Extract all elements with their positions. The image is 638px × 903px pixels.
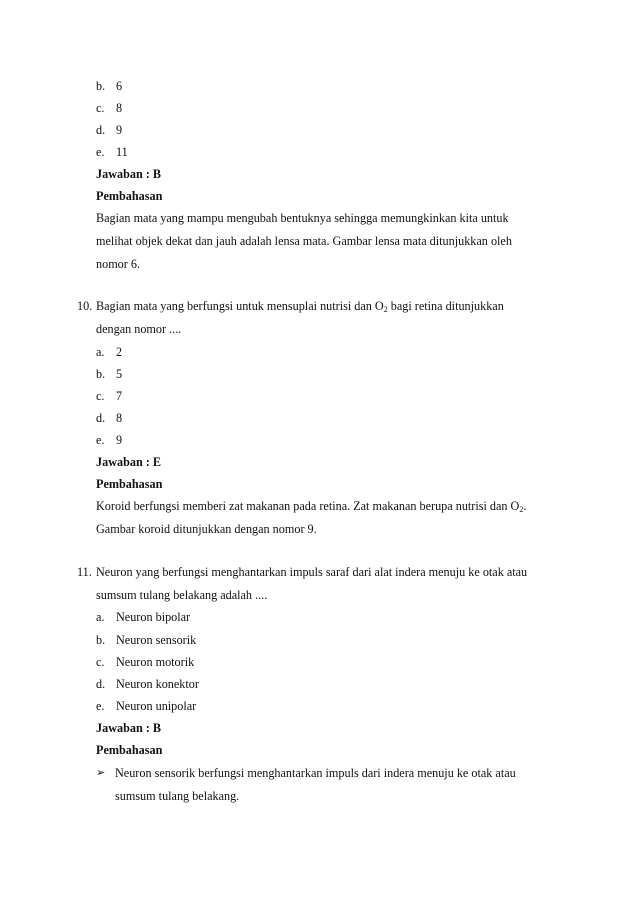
option-text: Neuron sensorik: [116, 633, 197, 647]
text-part: .: [523, 499, 527, 513]
q10-option-d: [96, 411, 122, 425]
option-text: 5: [116, 367, 123, 381]
option-letter: a.: [96, 345, 105, 359]
q11-option-d: [96, 677, 199, 691]
option-text: Neuron motorik: [116, 655, 195, 669]
q10-discussion-line1: [96, 499, 526, 513]
option-text: Neuron unipolar: [116, 699, 197, 713]
option-letter: e.: [96, 433, 105, 447]
option-text: 9: [116, 433, 123, 447]
q10-option-e: [96, 433, 122, 447]
q10-answer: Jawaban : E: [96, 455, 162, 469]
option-letter: c.: [96, 655, 105, 669]
q11-answer: Jawaban : B: [96, 721, 162, 735]
option-letter: c.: [96, 101, 105, 115]
q9-discussion-line: melihat objek dekat dan jauh adalah lensa mata. Gambar lensa mata ditunjukkan oleh: [96, 234, 512, 248]
q11-option-c: [96, 655, 194, 669]
option-letter: b.: [96, 79, 106, 93]
option-text: 11: [116, 145, 128, 159]
q11-option-e: [96, 699, 196, 713]
option-letter: d.: [96, 677, 106, 691]
option-letter: b.: [96, 367, 106, 381]
text-part: Koroid berfungsi memberi zat makanan pada retina. Zat makanan berupa nutrisi dan O: [96, 499, 520, 513]
q11-bullet-line2: sumsum tulang belakang.: [115, 789, 240, 803]
q10-question-line2: dengan nomor ....: [96, 322, 182, 336]
q11-question-line2: sumsum tulang belakang adalah ....: [96, 588, 268, 602]
option-letter: e.: [96, 145, 105, 159]
option-letter: d.: [96, 123, 106, 137]
option-letter: a.: [96, 610, 105, 624]
q9-answer: Jawaban : B: [96, 167, 162, 181]
subscript: 2: [519, 505, 524, 514]
q11-number: 11.: [77, 565, 92, 579]
option-text: Neuron bipolar: [116, 610, 191, 624]
q9-option-c: [96, 101, 122, 115]
option-letter: d.: [96, 411, 106, 425]
q10-option-b: [96, 367, 122, 381]
q9-option-e: [96, 145, 128, 159]
q10-discussion-line2: Gambar koroid ditunjukkan dengan nomor 9.: [96, 522, 317, 536]
subscript: 2: [383, 305, 388, 314]
option-text: 8: [116, 101, 123, 115]
q9-discussion-line: Bagian mata yang mampu mengubah bentuknya sehingga memungkinkan kita untuk: [96, 211, 509, 225]
q10-discussion-title: Pembahasan: [96, 477, 163, 491]
q10-option-c: [96, 389, 122, 403]
text-part: Bagian mata yang berfungsi untuk mensuplai nutrisi dan O: [96, 299, 384, 313]
q10-number: 10.: [77, 299, 93, 313]
q11-discussion-title: Pembahasan: [96, 743, 163, 757]
option-text: Neuron konektor: [116, 677, 199, 691]
q9-discussion-title: Pembahasan: [96, 189, 163, 203]
q9-discussion-line: nomor 6.: [96, 257, 141, 271]
q11-bullet-line1: Neuron sensorik berfungsi menghantarkan impuls dari indera menuju ke otak atau: [115, 766, 516, 780]
q10-option-a: [96, 345, 122, 359]
option-text: 6: [116, 79, 123, 93]
q11-question-line1: Neuron yang berfungsi menghantarkan impuls saraf dari alat indera menuju ke otak atau: [96, 565, 528, 579]
option-text: 8: [116, 411, 123, 425]
option-text: 9: [116, 123, 123, 137]
option-text: 2: [116, 345, 123, 359]
q11-option-a: [96, 610, 190, 624]
text-part: bagi retina ditunjukkan: [387, 299, 504, 313]
q9-option-d: [96, 123, 122, 137]
option-letter: e.: [96, 699, 105, 713]
q10-question-line1: [96, 299, 504, 313]
option-text: 7: [116, 389, 123, 403]
option-letter: c.: [96, 389, 105, 403]
q11-option-b: [96, 633, 196, 647]
option-letter: b.: [96, 633, 106, 647]
arrow-bullet-icon: ➢: [96, 766, 106, 779]
q9-option-b: [96, 79, 122, 93]
